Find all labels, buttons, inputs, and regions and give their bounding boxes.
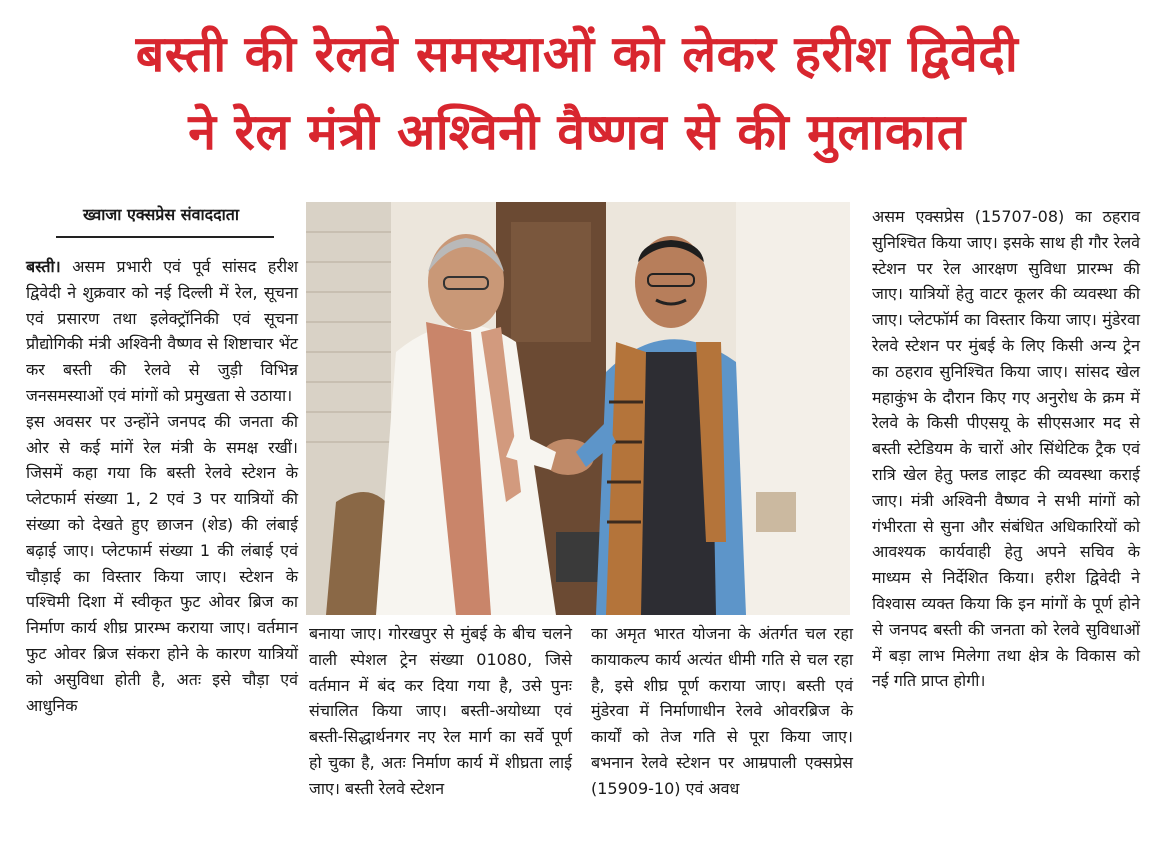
article-column-1 — [26, 254, 298, 718]
headline-line-1: बस्ती की रेलवे समस्याओं को लेकर हरीश द्विवेदी — [135, 25, 1019, 83]
article-column-3 — [591, 621, 853, 802]
dateline: बस्ती। — [26, 257, 61, 276]
headline-line-2: ने रेल मंत्री अश्विनी वैष्णव से की मुलाकात — [188, 103, 966, 161]
paragraph-1-text: असम प्रभारी एवं पूर्व सांसद हरीश द्विवेदी ने शुक्रवार को नई दिल्ली में रेल, सूचना एवं प्रसारण तथा इलेक्ट्रॉनिकी एवं सूचना प्रौद्योगिकी मंत्री अश्विनी वैष्णव से शिष्टाचार भेंट कर बस्ती की रेलवे से जुड़ी विभिन्न जनसमस्याओं एवं मांगों को प्रमुखता से उठाया। — [26, 257, 298, 405]
column-4-text: असम एक्सप्रेस (15707-08) का ठहराव सुनिश्चित किया जाए। इसके साथ ही गौर रेलवे स्टेशन पर रेल आरक्षण सुविधा प्रारम्भ की जाए। यात्रियों हेतु वाटर कूलर की व्यवस्था की जाए। प्लेटफॉर्म का विस्तार किया जाए। मुंडेरवा रेलवे स्टेशन पर मुंबई के लिए किसी अन्य ट्रेन का ठहराव सुनिश्चित किया जाए। सांसद खेल महाकुंभ के दौरान किए गए अनुरोध के क्रम में रेलवे के किसी पीएसयू के सीएसआर मद से बस्ती स्टेडियम के चारों ओर सिंथेटिक ट्रैक एवं रात्रि खेल हेतु फ्लड लाइट की व्यवस्था कराई जाए। मंत्री अश्विनी वैष्णव ने सभी मांगों को गंभीरता से सुना और संबंधित अधिकारियों को आवश्यक कार्यवाही हेतु अपने सचिव के माध्यम से निर्देशित किया। हरीश द्विवेदी ने विश्वास व्यक्त किया कि इन मांगों के पूर्ण होने से जनपद बस्ती की जनता को रेलवे सुविधाओं में बड़ा लाभ मिलेगा तथा क्षेत्र के विकास को नई गति प्राप्त होगी। — [872, 207, 1140, 691]
news-photo — [306, 202, 850, 615]
column-2-text: बनाया जाए। गोरखपुर से मुंबई के बीच चलने वाली स्पेशल ट्रेन संख्या 01080, जिसे वर्तमान में बंद कर दिया गया है, उसे पुनः संचालित किया जाए। बस्ती-अयोध्या एवं बस्ती-सिद्धार्थनगर नए रेल मार्ग का सर्वे पूर्ण हो चुका है, अतः निर्माण कार्य में शीघ्रता लाई जाए। बस्ती रेलवे स्टेशन — [309, 624, 572, 798]
article-column-4 — [872, 204, 1140, 694]
article-paragraph-2: इस अवसर पर उन्होंने जनपद की जनता की ओर से कई मांगें रेल मंत्री के समक्ष रखीं। जिसमें कहा गया कि बस्ती रेलवे स्टेशन के प्लेटफार्म संख्या 1, 2 एवं 3 पर यात्रियों की संख्या को देखते हुए छाजन (शेड) की लंबाई बढ़ाई जाए। प्लेटफार्म संख्या 1 की लंबाई एवं चौड़ाई का विस्तार किया जाए। स्टेशन के पश्चिमी दिशा में स्वीकृत फुट ओवर ब्रिज का निर्माण कार्य शीघ्र प्रारम्भ कराया जाए। वर्तमान फुट ओवर ब्रिज संकरा होने के कारण यात्रियों को असुविधा होती है, अतः इसे चौड़ा एवं आधुनिक — [26, 411, 298, 715]
byline-divider — [56, 236, 274, 238]
byline: ख्वाजा एक्सप्रेस संवाददाता — [82, 205, 240, 224]
article-column-2 — [309, 621, 572, 802]
article-paragraph-1 — [26, 254, 298, 409]
column-3-text: का अमृत भारत योजना के अंतर्गत चल रहा कायाकल्प कार्य अत्यंत धीमी गति से चल रहा है, इसे शीघ्र पूर्ण कराया जाए। बस्ती एवं मुंडेरवा में निर्माणाधीन रेलवे ओवरब्रिज के कार्यों को तेज गति से पूरा किया जाए। बभनान रेलवे स्टेशन पर आम्रपाली एक्सप्रेस (15909-10) एवं अवध — [591, 624, 853, 798]
